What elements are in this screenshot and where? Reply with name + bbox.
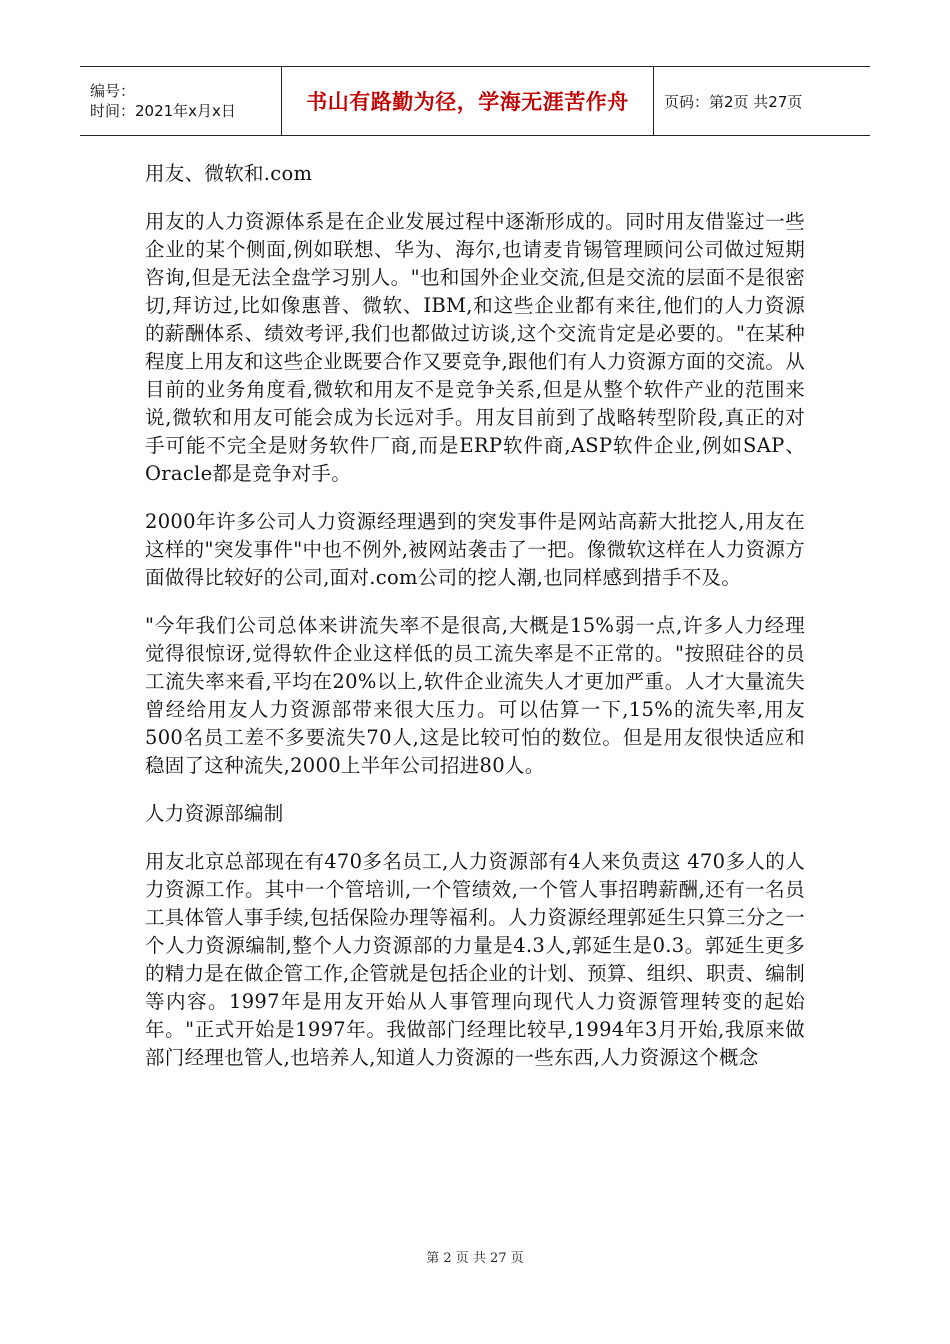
body-paragraph: 用友北京总部现在有470多名员工,人力资源部有4人来负责这 470多人的人力资源工作。其中一个管培训,一个管绩效,一个管人事招聘薪酬,还有一名员工具体管人事手续,包括保险办理等福利。人力资源经理郭延生只算三分之一个人力资源编制,整个人力资源部的力量是4.3人,郭延生是0.3。郭延生更多的精力是在做企管工作,企管就是包括企业的计划、预算、组织、职责、编制等内容。1997年是用友开始从人事管理向现代人力资源管理转变的起始年。"正式开始是1997年。我做部门经理比较早,1994年3月开始,我原来做部门经理也管人,也培养人,知道人力资源的一些东西,人力资源这个概念 xyxy=(145,850,805,1069)
header-meta xyxy=(80,67,282,135)
body-paragraph: "今年我们公司总体来讲流失率不是很高,大概是15%弱一点,许多人力经理觉得很惊讶,觉得软件企业这样低的员工流失率是不正常的。"按照硅谷的员工流失率来看,平均在20%以上,软件企业流失人才更加严重。人才大量流失曾经给用友人力资源部带来很大压力。可以估算一下,15%的流失率,用友500名员工差不多要流失70人,这是比较可怕的数位。但是用友很快适应和稳固了这种流失,2000上半年公司招进80人。 xyxy=(145,614,805,777)
header-motto: 书山有路勤为径，学海无涯苦作舟 xyxy=(306,90,629,114)
page-footer: 第 2 页 共 27 页 xyxy=(426,1251,524,1266)
body-paragraph: 2000年许多公司人力资源经理遇到的突发事件是网站高薪大批挖人,用友在这样的"突发事件"中也不例外,被网站袭击了一把。像微软这样在人力资源方面做得比较好的公司,面对.com公司的挖人潮,也同样感到措手不及。 xyxy=(145,510,805,589)
document-body xyxy=(145,160,805,1092)
page-header xyxy=(80,66,870,136)
body-paragraph: 用友的人力资源体系是在企业发展过程中逐渐形成的。同时用友借鉴过一些企业的某个侧面,例如联想、华为、海尔,也请麦肯锡管理顾问公司做过短期咨询,但是无法全盘学习别人。"也和国外企业交流,但是交流的层面不是很密切,拜访过,比如像惠普、微软、IBM,和这些企业都有来往,他们的人力资源的薪酬体系、绩效考评,我们也都做过访谈,这个交流肯定是必要的。"在某种程度上用友和这些企业既要合作又要竞争,跟他们有人力资源方面的交流。从目前的业务角度看,微软和用友不是竞争关系,但是从整个软件产业的范围来说,微软和用友可能会成为长远对手。用友目前到了战略转型阶段,真正的对手可能不完全是财务软件厂商,而是ERP软件商,ASP软件企业,例如SAP、Oracle都是竞争对手。 xyxy=(145,210,805,485)
document-number-label: 编号： xyxy=(90,82,136,100)
header-page-code: 页码：第2页 共27页 xyxy=(664,92,803,111)
section-heading: 用友、微软和.com xyxy=(145,162,313,185)
section-heading: 人力资源部编制 xyxy=(145,802,284,825)
header-page-cell xyxy=(654,67,870,135)
header-motto-cell xyxy=(282,67,654,135)
document-time-label: 时间：2021年x月x日 xyxy=(90,102,236,120)
